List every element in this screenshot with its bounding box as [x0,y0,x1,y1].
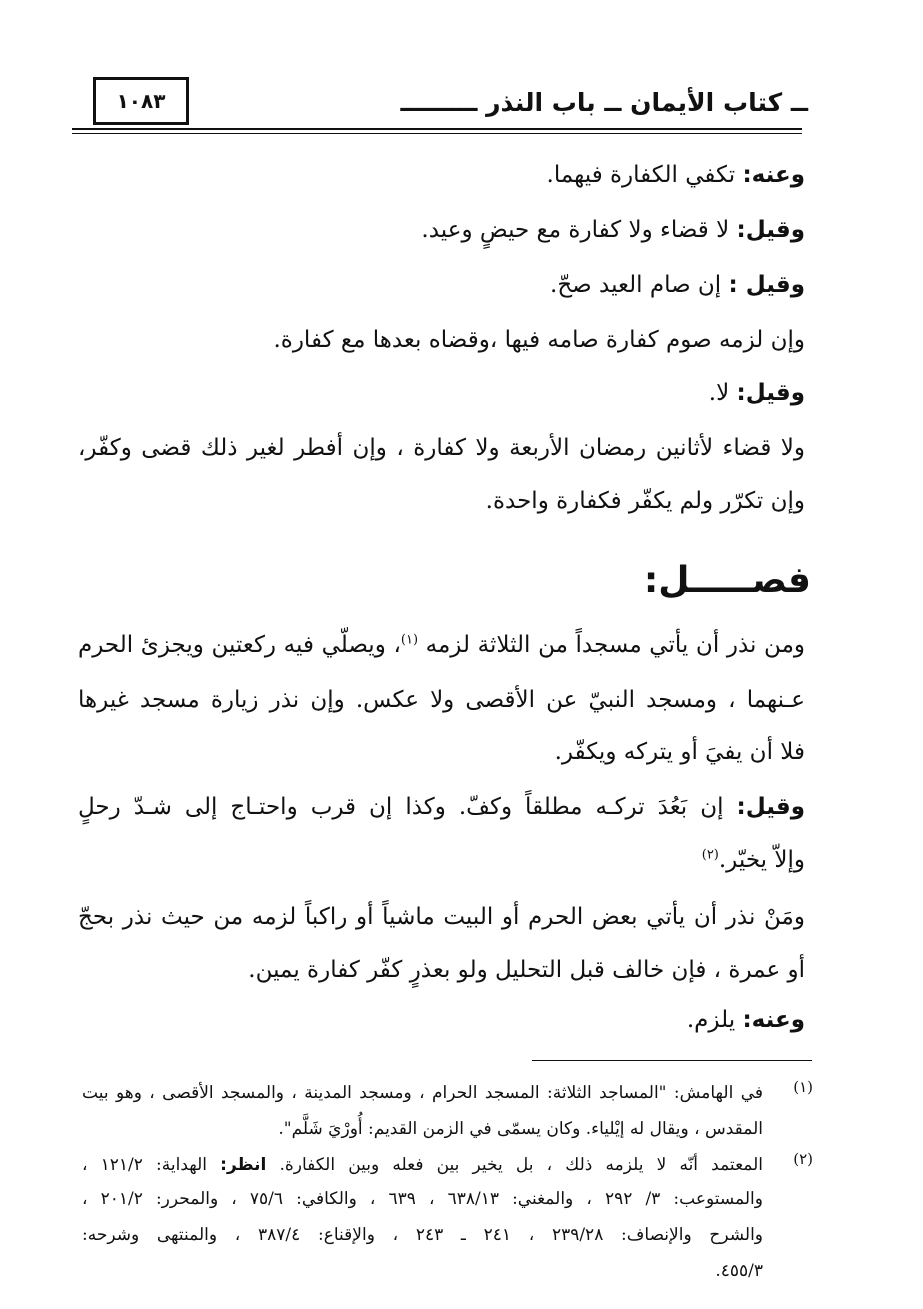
text-line [486,486,805,516]
footnote-text: الهداية: ١٢١/٢ ، [82,1155,221,1175]
footnote-line [82,1184,763,1214]
line-text: ولا قضاء لأثانين رمضان الأربعة ولا كفارة ، وإن أفطر لغير ذلك قضى وكفّر، [78,435,805,461]
text-line [555,737,805,767]
text-line [550,270,805,300]
text-line [78,792,805,822]
text-line [709,378,805,408]
line-label: وقيل: [736,217,805,243]
text-line [78,630,805,660]
footnote-label: انظر: [220,1155,267,1175]
line-text: تكفي الكفارة فيهما. [546,162,743,188]
page-number-box [93,77,189,125]
footnote-rule [532,1060,812,1061]
footnote-ref[interactable]: (٢) [701,847,719,863]
header-rule [72,128,802,130]
footnote-line [82,1114,763,1144]
line-text: ، ويصلّي فيه ركعتين ويجزئ الحرم [78,632,401,658]
footnote-text: والمستوعب: ٣/ ٢٩٢ ، والمغني: ٦٣٨/١٣ ، ٦٣٩ ، والكافي: ٧٥/٦ ، والمحرر: ٢٠١/٢ ، [82,1189,763,1209]
footnote-text: في الهامش: "المساجد الثلاثة: المسجد الحرام ، ومسجد المدينة ، والمسجد الأقصى ، وهو بيت [82,1083,763,1103]
footnote-text: المقدس ، ويقال له إيْلياء. وكان يسمّى في الزمن القديم: أُورْيَ شَلَّم". [278,1119,763,1139]
running-title: ــ كتاب الأيمان ــ باب النذر ـــــــــ [400,88,808,117]
line-text: لا قضاء ولا كفارة مع حيضٍ وعيد. [421,217,737,243]
section-heading: فصـــــل: [643,560,811,601]
line-text: عـنهما ، ومسجد النبيّ عن الأقصى ولا عكس. وإن نذر زيارة مسجد غيرها [78,687,805,713]
line-text: ومَنْ نذر أن يأتي بعض الحرم أو البيت ماشياً أو راكباً لزمه من حيث نذر بحجّ [78,904,805,930]
line-text: ومن نذر أن يأتي مسجداً من الثلاثة لزمه [418,632,805,658]
text-line [78,685,805,715]
text-line [421,215,805,245]
line-text: وإن لزمه صوم كفارة صامه فيها ،وقضاه بعدها مع كفارة. [273,327,805,353]
text-line [248,955,805,985]
text-line [78,433,805,463]
footnote-marker: (١) [793,1078,813,1096]
text-line [547,160,805,190]
footnote-ref[interactable]: (١) [400,632,419,648]
footnote-marker: (٢) [793,1150,813,1168]
line-text: يلزم. [686,1007,743,1033]
header-rule-thin [72,133,802,134]
line-text: وإلاّ يخيّر. [718,847,805,873]
footnote-text: ٤٥٥/٣. [715,1261,763,1281]
line-text: إن بَعُدَ تركـه مطلقاً وكفّ. وكذا إن قرب واحتـاج إلى شـدّ رحلٍ [78,794,737,820]
footnote-text: والشرح والإنصاف: ٢٣٩/٢٨ ، ٢٤١ ـ ٢٤٣ ، والإقناع: ٣٨٧/٤ ، والمنتهى وشرحه: [82,1225,764,1245]
line-text: إن صام العيد صحّ. [550,272,729,298]
footnote-line [82,1220,763,1250]
text-line [273,325,805,355]
text-line [702,845,805,875]
footnote-line [82,1256,763,1286]
footnote-line [82,1078,763,1108]
line-text: وإن تكرّر ولم يكفّر فكفارة واحدة. [485,488,805,514]
line-label: وقيل: [736,380,805,406]
footnote-line [82,1150,763,1180]
page-number: ١٠٨٣ [116,89,166,113]
line-text: أو عمرة ، فإن خالف قبل التحليل ولو بعذرٍ كفّر كفارة يمين. [248,957,805,983]
text-line [687,1005,805,1035]
line-label: وقيل: [736,794,805,820]
line-text: لا. [708,380,737,406]
text-line [78,902,805,932]
footnote-text: المعتمد أنّه لا يلزمه ذلك ، بل يخير بين فعله وبين الكفارة. [266,1155,763,1175]
line-label: وعنه: [742,1007,805,1033]
line-text: فلا أن يفيَ أو يتركه ويكفّر. [554,739,805,765]
line-label: وعنه: [742,162,805,188]
line-label: وقيل : [728,272,805,298]
